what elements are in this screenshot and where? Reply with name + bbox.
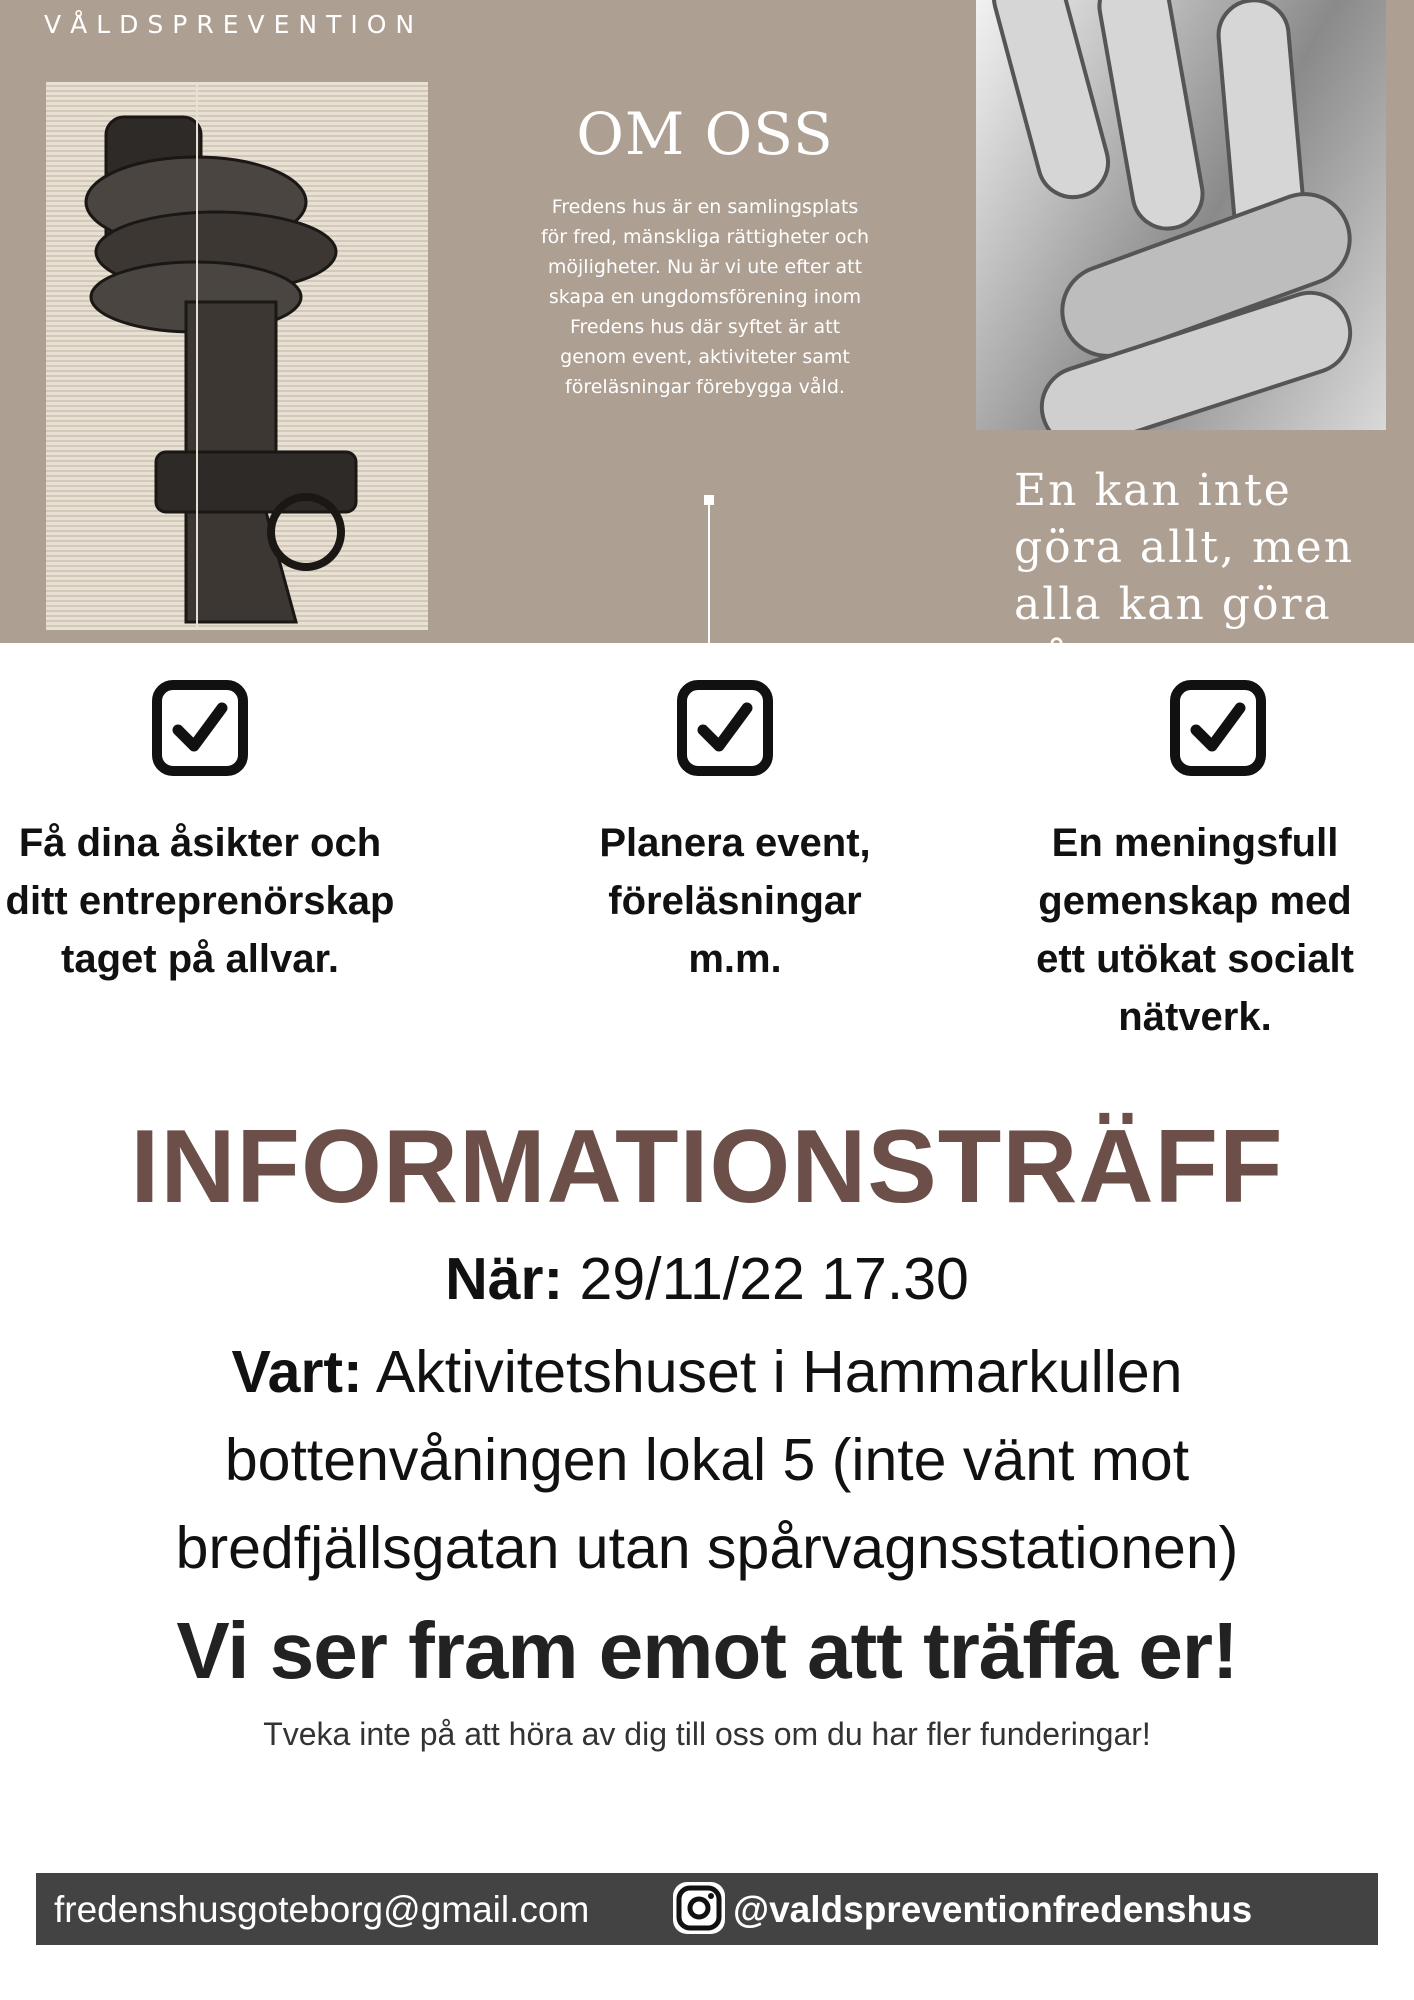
feature-text: Planera event, föreläsningar m.m. xyxy=(599,821,871,981)
when-label: När: xyxy=(445,1246,564,1312)
event-headline: INFORMATIONSTRÄFF xyxy=(130,1109,1284,1225)
where-line-2: bottenvåningen lokal 5 (inte vänt mot xyxy=(224,1427,1190,1493)
hands-photo xyxy=(976,0,1386,430)
divider-line xyxy=(708,500,710,643)
checkbox-icon xyxy=(1170,680,1266,776)
feature-item xyxy=(0,680,410,988)
instagram-handle-link[interactable]: @valdspreventionfredenshus xyxy=(733,1889,1253,1930)
knotted-gun-image xyxy=(46,82,428,630)
feature-text: En meningsfull gemenskap med ett utökat socialt nätverk. xyxy=(1036,821,1354,1039)
where-line-3: bredfjällsgatan utan spårvagnsstationen) xyxy=(175,1515,1239,1581)
where-line-1: Aktivitetshuset i Hammarkullen xyxy=(375,1339,1183,1405)
checkbox-icon xyxy=(152,680,248,776)
about-title: OM OSS xyxy=(576,100,834,168)
feature-item xyxy=(515,680,935,988)
where-label: Vart: xyxy=(231,1339,363,1405)
org-name: VÅLDSPREVENTION xyxy=(44,10,424,39)
checkbox-icon xyxy=(677,680,773,776)
header-section xyxy=(0,0,1414,687)
about-text: Fredens hus är en samlingsplats för fred, mänskliga rättigheter och möjligheter. Nu är vi ute efter att skapa en ungdomsförening inom Fredens hus där syftet är att genom event, aktiviteter samt föreläsningar förebygga våld. xyxy=(540,196,869,398)
feature-item xyxy=(1000,680,1400,1046)
feature-text: Få dina åsikter och ditt entreprenörskap taget på allvar. xyxy=(5,821,395,981)
event-when xyxy=(0,1245,1414,1313)
quote-text: En kan inte göra allt, men alla kan göra något! xyxy=(1014,465,1355,687)
instagram-icon[interactable] xyxy=(670,1879,728,1937)
event-where xyxy=(0,1328,1414,1592)
closing-greeting: Vi ser fram emot att träffa er! xyxy=(176,1606,1238,1695)
email-link[interactable]: fredenshusgoteborg@gmail.com xyxy=(54,1889,590,1930)
footer-bar xyxy=(36,1873,1378,1945)
closing-subtext: Tveka inte på att höra av dig till oss om du har fler funderingar! xyxy=(263,1716,1151,1752)
when-value: 29/11/22 17.30 xyxy=(579,1246,969,1312)
